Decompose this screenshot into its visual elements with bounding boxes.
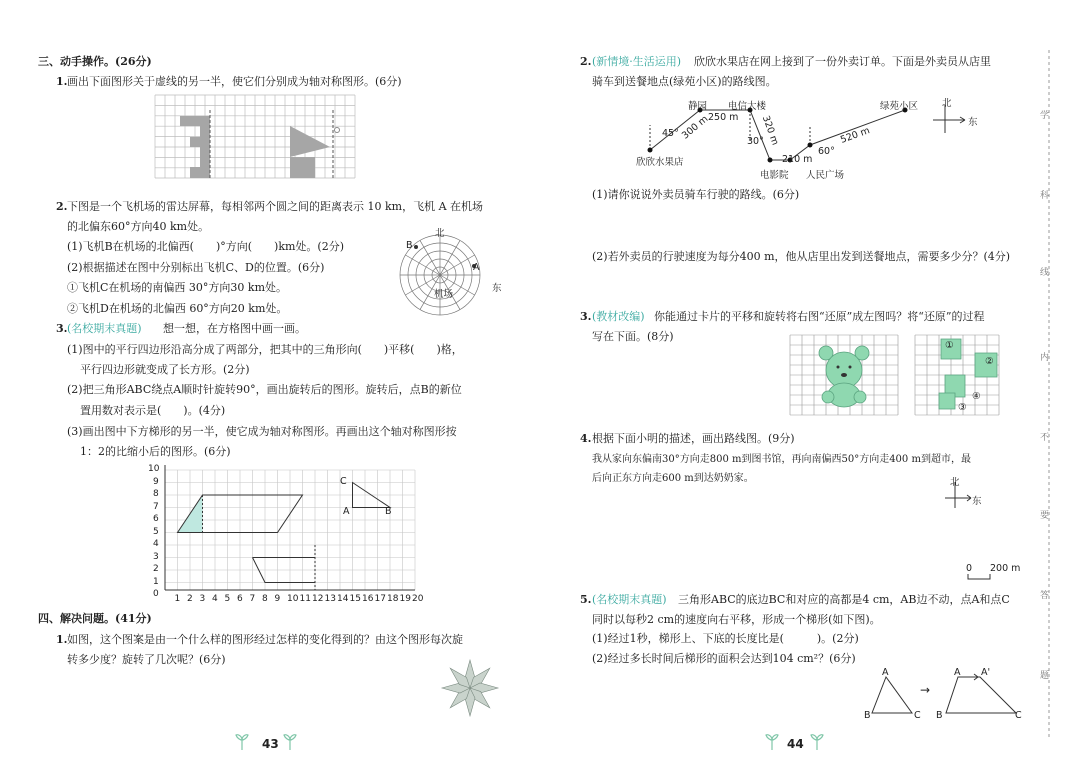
y-tick: 5 — [153, 526, 159, 537]
page-number-43: 43 — [262, 737, 279, 751]
binding-label: 要 — [1040, 511, 1050, 521]
q3-sub1a: (1)图中的平行四边形沿高分成了两部分，把其中的三角形向( )平移( )格， — [67, 343, 463, 356]
radar-north: 北 — [435, 228, 445, 239]
y-tick: 3 — [153, 551, 159, 562]
q3-sub1b: 平行四边形就变成了长方形。(2分) — [80, 363, 250, 376]
binding-label: 不 — [1040, 433, 1050, 443]
card-3: ③ — [958, 402, 967, 413]
r-q5-sub2: (2)经过多长时间后梯形的面积会达到104 cm²？(6分) — [592, 652, 856, 665]
y-tick: 7 — [153, 501, 159, 512]
radar-east: 东 — [492, 283, 502, 294]
x-tick: 7 — [249, 594, 256, 604]
binding-label: 科 — [1040, 191, 1050, 201]
r-q2-sub2: (2)若外卖员的行驶速度为每分400 m，他从店里出发到送餐地点，需要多少分？(4分) — [592, 250, 1011, 263]
y-tick: 10 — [148, 464, 160, 474]
radar-center: 机场 — [434, 289, 454, 300]
sprout-icon — [810, 732, 824, 750]
x-tick: 16 — [362, 594, 374, 604]
tri-a: A — [882, 667, 889, 678]
r-q2-line1: 欣欣水果店在网上接到了一份外卖订单。下面是外卖员从店里 — [694, 55, 991, 68]
x-tick: 2 — [187, 594, 193, 604]
binding-line — [1048, 50, 1050, 740]
grid-label-c: C — [340, 476, 347, 487]
r-q2-tag: (新情境·生活运用) — [592, 55, 682, 68]
map-angle60: 60° — [818, 146, 835, 157]
q2-line2: 的北偏东60°方向40 km处。 — [67, 220, 210, 233]
y-tick: 9 — [153, 476, 159, 487]
q4-north: 北 — [950, 477, 960, 488]
radar-b: B — [406, 240, 413, 251]
x-tick: 14 — [337, 594, 349, 604]
map-xinxin: 欣欣水果店 — [636, 157, 684, 168]
p1-line2: 转多少度？旋转了几次呢？(6分) — [67, 653, 226, 666]
r-q4-number: 4. — [580, 432, 592, 445]
sprout-icon — [283, 732, 297, 750]
q3-sub2b: 置用数对表示是( )。(4分) — [80, 404, 226, 417]
radar-a: A — [473, 262, 480, 273]
x-tick: 11 — [299, 594, 311, 604]
section-4-heading: 四、解决问题。(41分) — [38, 612, 152, 625]
map-north: 北 — [942, 98, 952, 109]
q1-text: 画出下面图形关于虚线的另一半，使它们分别成为轴对称图形。(6分) — [67, 75, 402, 88]
map-d250: 250 m — [708, 112, 739, 123]
card-2: ② — [985, 356, 994, 367]
sprout-icon — [765, 732, 779, 750]
r-q2-sub1: (1)请你说说外卖员骑车行驶的路线。(6分) — [592, 188, 800, 201]
x-tick: 6 — [237, 594, 243, 604]
map-renmin: 人民广场 — [806, 170, 845, 181]
x-tick: 12 — [312, 594, 324, 604]
y-tick: 1 — [153, 576, 159, 587]
r-q3-number: 3. — [580, 310, 592, 323]
q4-east: 东 — [972, 496, 982, 507]
q3-tag: (名校期末真题) — [67, 322, 142, 335]
sprout-icon — [235, 732, 249, 750]
x-tick: 8 — [262, 594, 268, 604]
q2-sub2: (2)根据描述在图中分别标出飞机C、D的位置。(6分) — [67, 261, 325, 274]
binding-label: 内 — [1040, 353, 1050, 363]
grid-label-b: B — [385, 506, 392, 517]
binding-label: 题 — [1040, 671, 1050, 681]
q2-line1: 下图是一个飞机场的雷达屏幕，每相邻两个圆之间的距离表示 10 km，飞机 A 在机场 — [67, 200, 484, 213]
star-pattern — [440, 658, 500, 718]
trap-a: A — [954, 667, 961, 678]
q3-text: 想一想，在方格图中画一画。 — [163, 322, 306, 335]
x-tick: 18 — [387, 594, 399, 604]
y-tick: 6 — [153, 514, 159, 524]
tri-c: C — [914, 710, 921, 721]
map-angle30: 30° — [747, 136, 764, 147]
x-tick: 19 — [399, 594, 411, 604]
x-tick: 5 — [224, 594, 231, 604]
scale-200: 200 m — [990, 563, 1021, 574]
arrow-line — [960, 673, 980, 681]
map-east: 东 — [968, 117, 978, 128]
section-3-heading: 三、动手操作。(26分) — [38, 55, 152, 68]
x-tick: 4 — [212, 594, 218, 604]
trap-b: B — [936, 710, 943, 721]
r-q5-line1: 三角形ABC的底边BC和对应的高都是4 cm，AB边不动，点A和点C — [678, 593, 1010, 606]
q2-sub1: (1)飞机B在机场的北偏西( )°方向( )km处。(2分) — [67, 240, 345, 253]
q2-sub3: ①飞机C在机场的南偏西 30°方向30 km处。 — [67, 281, 287, 294]
r-q5-sub1: (1)经过1秒，梯形上、下底的长度比是( )。(2分) — [592, 632, 859, 645]
y-tick: 4 — [153, 539, 159, 549]
y-tick: 8 — [153, 489, 159, 499]
map-dianxin: 电信大楼 — [728, 101, 767, 112]
grid-label-a: A — [343, 506, 350, 517]
binding-label: 学 — [1040, 111, 1050, 121]
y-tick: 0 — [153, 589, 159, 599]
p1-line1: 如图，这个图案是由一个什么样的图形经过怎样的变化得到的？由这个图形每次旋 — [67, 633, 463, 646]
y-tick: 2 — [153, 564, 159, 574]
tri-b: B — [864, 710, 871, 721]
x-tick: 1 — [174, 594, 181, 604]
r-q2-line2: 骑车到送餐地点(绿苑小区)的路线图。 — [592, 75, 777, 88]
map-dianying: 电影院 — [760, 170, 789, 181]
route-map — [600, 95, 980, 185]
bear-grid-right — [915, 335, 999, 415]
map-lvyuan: 绿苑小区 — [880, 101, 919, 112]
r-q4-desc2: 后向正东方向走600 m到达奶奶家。 — [592, 473, 754, 484]
q3-sub3b: 1：2的比缩小后的图形。(6分) — [80, 445, 231, 458]
map-angle45: 45° — [662, 128, 679, 139]
bear-grid-left — [790, 335, 898, 415]
card-4: ④ — [972, 391, 981, 402]
r-q4-text: 根据下面小明的描述，画出路线图。(9分) — [592, 432, 795, 445]
x-tick: 15 — [349, 594, 361, 604]
trap-c: C — [1015, 710, 1022, 721]
r-q3-line1: 你能通过卡片的平移和旋转将右图“还原”成左图吗？将“还原”的过程 — [654, 310, 985, 323]
q3-number: 3. — [56, 322, 68, 335]
p1-number: 1. — [56, 633, 68, 646]
binding-label: 线 — [1040, 268, 1050, 278]
scale-zero: 0 — [966, 563, 973, 574]
trap-a-prime: A' — [981, 667, 991, 678]
q1-number: 1. — [56, 75, 68, 88]
map-d210: 210 m — [782, 154, 813, 165]
q2-sub4: ②飞机D在机场的北偏西 60°方向20 km处。 — [67, 302, 288, 315]
page-number-44: 44 — [787, 737, 804, 751]
symmetry-grid — [155, 95, 355, 178]
transform-arrow: → — [920, 683, 931, 697]
card-1: ① — [945, 340, 954, 351]
binding-label: 答 — [1040, 591, 1050, 601]
x-tick: 13 — [324, 594, 336, 604]
q2-number: 2. — [56, 200, 68, 213]
scale-bar — [968, 574, 992, 580]
r-q5-tag: (名校期末真题) — [592, 593, 667, 606]
r-q5-line2: 同时以每秒2 cm的速度向右平移，形成一个梯形(如下图)。 — [592, 613, 881, 626]
x-tick: 17 — [374, 594, 386, 604]
map-d320: 320 m — [759, 114, 781, 147]
r-q4-desc1: 我从家向东偏南30°方向走800 m到图书馆，再向南偏西50°方向走400 m到超市，最 — [592, 454, 971, 465]
r-q3-tag: (教材改编) — [592, 310, 645, 323]
r-q5-number: 5. — [580, 593, 592, 606]
q3-sub2a: (2)把三角形ABC绕点A顺时针旋转90°，画出旋转后的图形。旋转后，点B的新位 — [67, 383, 462, 396]
map-d300: 300 m — [680, 113, 711, 142]
map-d520: 520 m — [839, 125, 872, 146]
r-q3-line2: 写在下面。(8分) — [592, 330, 674, 343]
x-tick: 9 — [274, 594, 281, 604]
coordinate-grid — [165, 465, 415, 590]
r-q2-number: 2. — [580, 55, 592, 68]
map-jingyuan: 静园 — [688, 101, 708, 112]
x-tick: 10 — [287, 594, 299, 604]
x-tick: 20 — [412, 594, 424, 604]
x-tick: 3 — [199, 594, 206, 604]
q3-sub3a: (3)画出图中下方梯形的另一半，使它成为轴对称图形。再画出这个轴对称图形按 — [67, 425, 457, 438]
